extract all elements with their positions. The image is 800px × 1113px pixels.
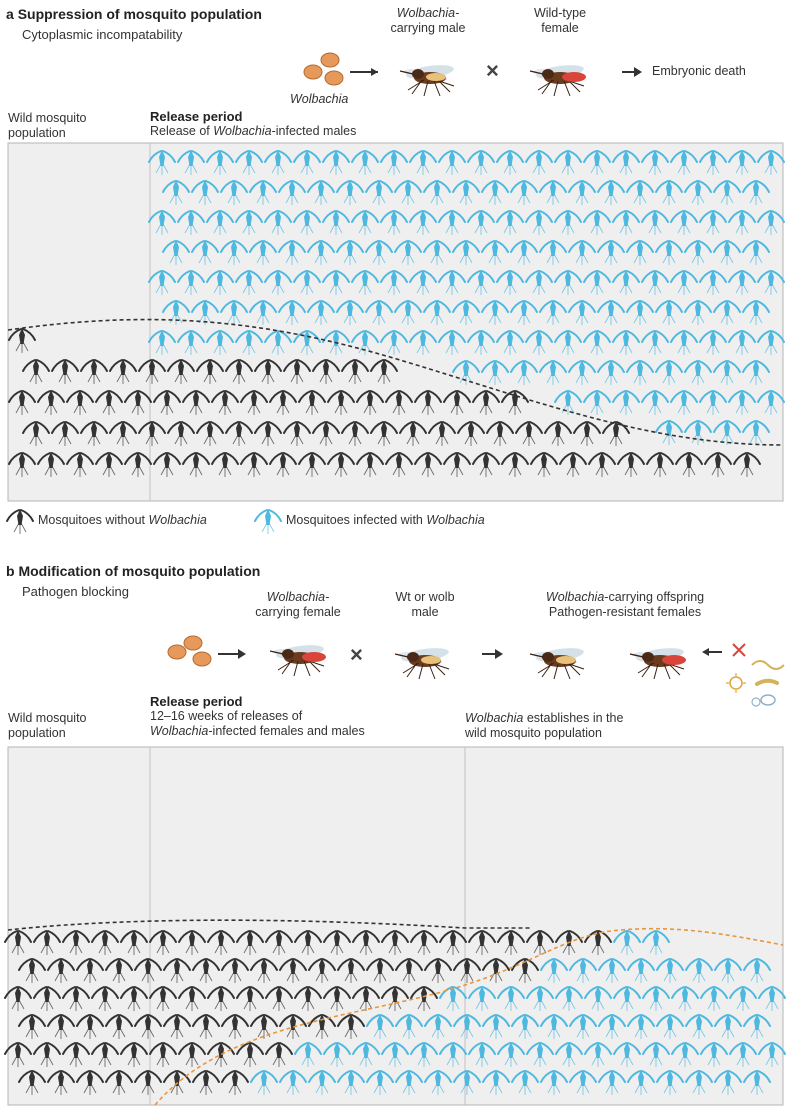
panel-a-heading (6, 6, 262, 22)
panel-subtitle: Cytoplasmic incompatability (22, 27, 183, 42)
wolbachia-bacteria-icon (304, 53, 343, 85)
wolbachia-male-mosquito-icon (400, 63, 455, 96)
blocked-pathogen-icon (702, 644, 745, 656)
cross-symbol: × (350, 642, 363, 667)
wolbachia-female-mosquito-icon (270, 643, 326, 676)
panel-subtitle: Pathogen blocking (22, 584, 129, 599)
phase-wild-label: Wild mosquito population (8, 711, 87, 740)
wt-male-mosquito-icon (395, 646, 450, 679)
female-label: Wolbachia- carrying female (255, 590, 341, 619)
cross-symbol: × (486, 58, 499, 83)
phase-release-label: Release period 12–16 weeks of releases of Wolbachia-infected females and males (150, 694, 365, 738)
panel-b-heading (6, 563, 260, 579)
pathogens-icon (726, 661, 784, 706)
result-label: Embryonic death (652, 64, 746, 78)
phase-release-label: Release period Release of Wolbachia-infected males (150, 109, 357, 138)
bacteria-label: Wolbachia (290, 92, 349, 106)
legend-wild-mosquito-icon (7, 509, 33, 534)
male-label: Wt or wolb male (395, 590, 455, 619)
offspring-mosquito-icon (530, 646, 585, 679)
wild-female-mosquito-icon (530, 63, 586, 96)
legend-with-label: Mosquitoes infected with Wolbachia (286, 513, 485, 527)
panel-label: b (6, 563, 15, 579)
resistant-female-mosquito-icon (630, 646, 686, 679)
panel-label: a (6, 6, 14, 22)
offspring-label: Wolbachia-carrying offspring Pathogen-resistant females (545, 590, 705, 619)
phase-establish-label: Wolbachia establishes in the wild mosquito population (465, 711, 624, 740)
panel-title: Suppression of mosquito population (17, 6, 262, 22)
phase-wild-label: Wild mosquito population (8, 111, 87, 140)
legend-infected-mosquito-icon (255, 509, 281, 534)
legend-without-label: Mosquitoes without Wolbachia (38, 513, 207, 527)
female-label: Wild-type female (533, 6, 587, 35)
panel-title: Modification of mosquito population (18, 563, 261, 579)
wolbachia-bacteria-icon (168, 636, 211, 666)
male-label: Wolbachia- carrying male (390, 6, 466, 35)
